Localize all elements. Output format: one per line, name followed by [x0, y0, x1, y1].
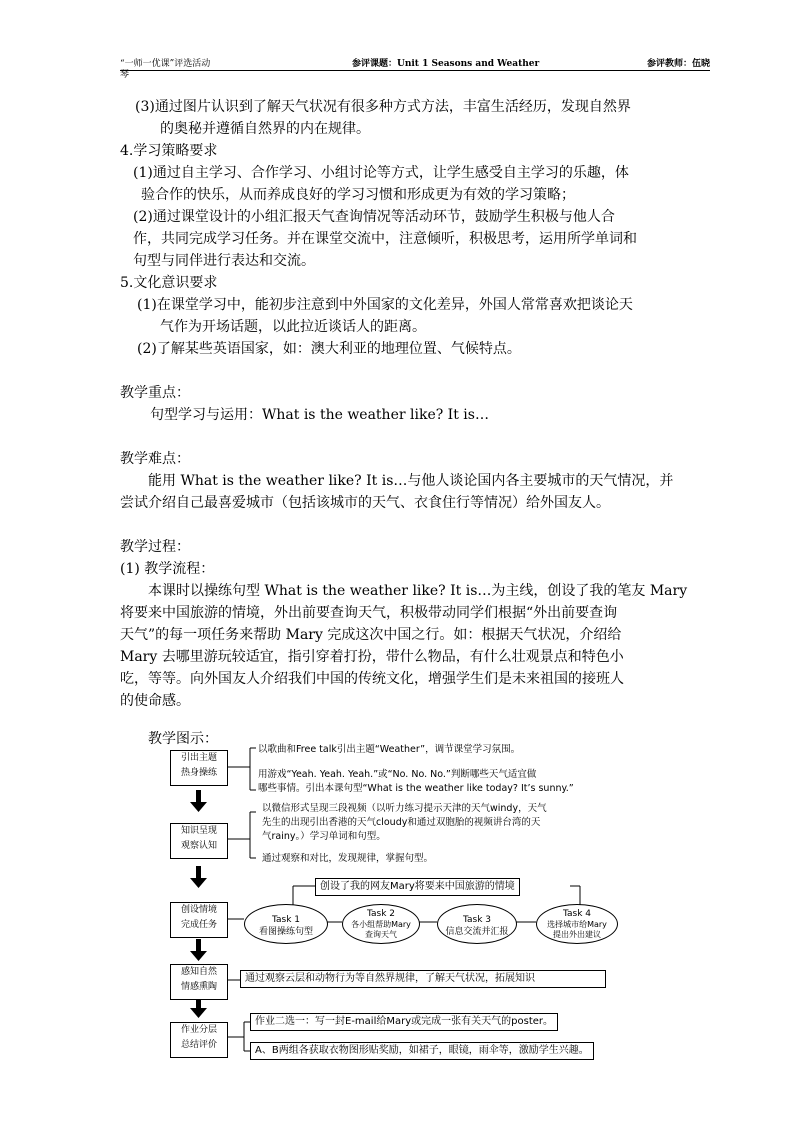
key-points-text: 句型学习与运用：What is the weather like? It is… — [150, 407, 489, 423]
step-box-homework — [170, 1022, 228, 1058]
process-text: 天气”的每一项任务来帮助 Mary 完成这次中国之行。如：根据天气状况，介绍给 — [120, 627, 622, 643]
step-label: 热身操练 — [180, 768, 217, 778]
task-ellipse — [342, 904, 420, 944]
step-text: 先生的出现引出香港的天气cloudy和通过双胞胎的视频讲台湾的天 — [262, 817, 541, 828]
step-label: 引出主题 — [180, 753, 217, 763]
task-ellipse — [437, 904, 517, 944]
step-label: 情感熏陶 — [180, 982, 217, 992]
task-title: Task 1 — [271, 915, 300, 925]
task-title: Task 3 — [462, 915, 491, 925]
paragraph: 的奥秘并遵循自然界的内在规律。 — [160, 121, 370, 137]
header-left: “一师一优课”评选活动 — [120, 59, 211, 69]
paragraph: 作，共同完成学习任务。并在课堂交流中，注意倾听，积极思考，运用所学单词和 — [133, 231, 637, 247]
task-desc: 看图操练句型 — [258, 927, 313, 937]
header-teacher: 参评教师：伍晓 — [646, 59, 710, 69]
scenario-box: 创设了我的网友Mary将要来中国旅游的情境 — [315, 878, 520, 896]
step-text: 用游戏“Yeah. Yeah. Yeah.”或“No. No. No.”判断哪些天气适宜做 — [258, 769, 537, 780]
paragraph: 气作为开场话题，以此拉近谈话人的距离。 — [160, 319, 426, 335]
task-desc: 各小组帮助Mary查询天气 — [351, 920, 411, 939]
header-topic: 参评课题：Unit 1 Seasons and Weather — [352, 59, 540, 69]
task-desc: 信息交流并汇报 — [445, 927, 509, 937]
step-text: 以微信形式呈现三段视频（以听力练习提示天津的天气windy，天气 — [262, 803, 547, 814]
step-text: 气rainy。）学习单词和句型。 — [262, 831, 386, 842]
step-text: 哪些事情。引出本课句型“What is the weather like today? It’s sunny.” — [258, 783, 574, 794]
paragraph: (1)在课堂学习中，能初步注意到中外国家的文化差异，外国人常常喜欢把谈论天 — [137, 297, 633, 313]
step-label: 观察认知 — [180, 841, 217, 851]
reward-box: A、B两组各获取衣物图形贴奖励，如裙子，眼镜，雨伞等，激励学生兴趣。 — [250, 1042, 594, 1060]
step-label: 完成任务 — [180, 920, 217, 930]
task-ellipse — [244, 904, 328, 944]
diagram-title: 教学图示： — [148, 731, 218, 747]
section-heading: 4.学习策略要求 — [120, 143, 218, 159]
process-text: 吃，等等。向外国友人介绍我们中国的传统文化，增强学生们是未来祖国的接班人 — [120, 671, 624, 687]
paragraph: (1)通过自主学习、合作学习、小组讨论等方式，让学生感受自主学习的乐趣，体 — [133, 165, 629, 181]
step-label: 创设情境 — [180, 905, 217, 915]
difficulty-text: 能用 What is the weather like? It is…与他人谈论国内各主要城市的天气情况，并 — [148, 473, 674, 489]
task-title: Task 2 — [366, 909, 395, 919]
process-text: 的使命感。 — [120, 693, 190, 709]
step-box-nature — [170, 964, 228, 1000]
paragraph: (3)通过图片认识到了解天气状况有很多种方式方法，丰富生活经历，发现自然界 — [135, 99, 631, 115]
header-teacher-wrap: 琴 — [120, 70, 130, 80]
step-label: 知识呈现 — [180, 826, 217, 836]
task-desc: 选择城市给Mary提出外出建议 — [547, 920, 607, 939]
process-text: 将要来中国旅游的情境，外出前要查询天气，积极带动同学们根据“外出前要查询 — [120, 605, 618, 621]
key-points-title: 教学重点： — [120, 385, 190, 401]
paragraph: 验合作的快乐，从而养成良好的学习习惯和形成更为有效的学习策略； — [141, 187, 575, 203]
paragraph: (2)通过课堂设计的小组汇报天气查询情况等活动环节，鼓励学生积极与他人合 — [133, 209, 615, 225]
step-text-box: 通过观察云层和动物行为等自然界规律，了解天气状况，拓展知识 — [240, 970, 606, 988]
step-label: 感知自然 — [180, 967, 217, 977]
difficulty-text: 尝试介绍自己最喜爱城市（包括该城市的天气、衣食住行等情况）给外国友人。 — [120, 495, 610, 511]
homework-box: 作业二选一：写一封E-mail给Mary或完成一张有关天气的poster。 — [250, 1013, 558, 1031]
paragraph: 句型与同伴进行表达和交流。 — [133, 253, 315, 269]
process-text: Mary 去哪里游玩较适宜，指引穿着打扮，带什么物品，有什么壮观景点和特色小 — [120, 649, 624, 665]
task-ellipse — [536, 904, 618, 944]
step-label: 作业分层 — [180, 1025, 217, 1035]
step-label: 总结评价 — [180, 1040, 217, 1050]
step-text: 通过观察和对比，发现规律，掌握句型。 — [262, 853, 434, 864]
paragraph: (2)了解某些英语国家，如：澳大利亚的地理位置、气候特点。 — [137, 341, 521, 357]
task-title: Task 4 — [562, 909, 591, 919]
section-heading: 5.文化意识要求 — [120, 275, 218, 291]
difficulty-title: 教学难点： — [120, 451, 190, 467]
step-text: 以歌曲和Free talk引出主题“Weather”，调节课堂学习氛围。 — [258, 744, 521, 755]
process-title: 教学过程： — [120, 539, 190, 555]
process-text: 本课时以操练句型 What is the weather like? It is…为主线，创设了我的笔友 Mary — [148, 583, 688, 599]
process-subtitle: (1) 教学流程： — [120, 561, 215, 577]
